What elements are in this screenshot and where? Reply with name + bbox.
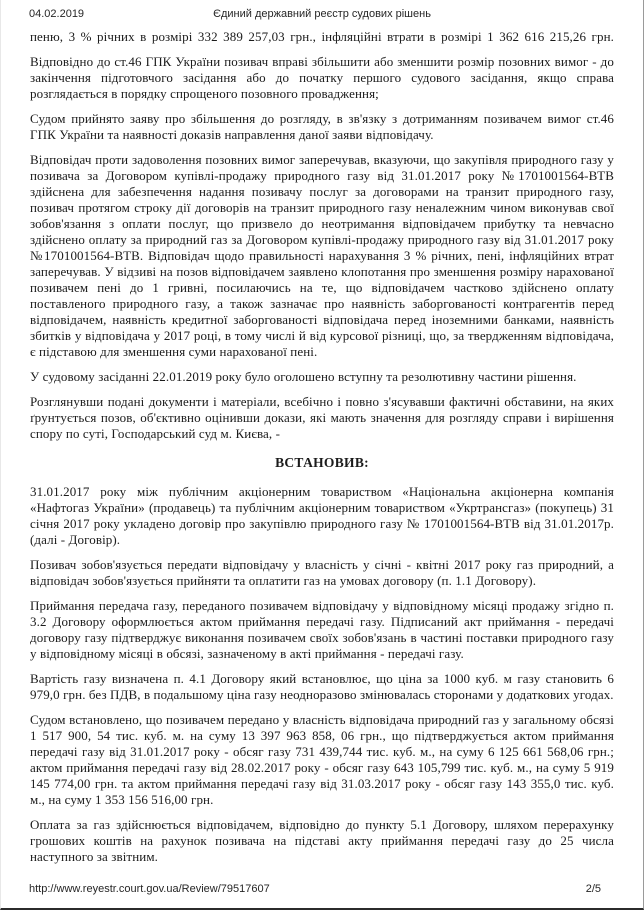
paragraph: Позивач зобов'язується передати відповідачу у власність у січні - квітні 2017 року газ природний, а відповідач зобов'язується прийняти та оплатити газ на умовах договору (п. 1.1 Договору). xyxy=(30,557,614,588)
paragraph: У судовому засіданні 22.01.2019 року було оголошено вступну та резолютивну частини рішення. xyxy=(30,369,577,384)
verdict-heading: ВСТАНОВИВ: xyxy=(275,455,369,470)
paragraph: пеню, 3 % річних в розмірі 332 389 257,03 грн., інфляційні втрати в розмірі 1 362 616 215,26 грн. xyxy=(30,29,614,44)
page-indicator: 2/5 xyxy=(585,883,601,895)
document-body xyxy=(30,29,614,874)
print-date: 04.02.2019 xyxy=(29,8,85,20)
print-footer xyxy=(29,883,615,897)
paragraph: Судом встановлено, що позивачем передано у власність відповідача природний газ у загальному обсязі 1 517 900, 54 тис. куб. м. на суму 13 397 963 858, 06 грн., що підтверджується актом приймання передачі газу від 31.01.2017 року - обсяг газу 731 439,744 тис. куб. м., на суму 6 125 661 568,06 грн.; актом приймання передачі газу від 28.02.2017 року - обсяг газу 643 105,799 тис. куб. м., на суму 5 919 145 774,00 грн. та актом приймання передачі газу від 31.03.2017 року - обсяг газу 143 355,0 тис. куб. м., на суму 1 353 156 516,00 грн. xyxy=(30,712,614,807)
paragraph: 31.01.2017 року між публічним акціонерним товариством «Національна акціонерна компанія «Нафтогаз України» (продавець) та публічним акціонерним товариством «Укртрансгаз» (покупець) 31 січня 2017 року укладено договір про закупівлю природного газу № 1701001564-ВТВ від 31.01.2017р. (далі - Договір). xyxy=(30,484,614,547)
paragraph: Оплата за газ здійснюється відповідачем, відповідно до пункту 5.1 Договору, шляхом перерахунку грошових коштів на рахунок позивача на підставі акту приймання передачі газу до 25 числа наступного за звітним. xyxy=(30,817,614,864)
paragraph: Відповідач проти задоволення позовних вимог заперечував, вказуючи, що закупівля природного газу у позивача за Договором купівлі-продажу природного газу від 31.01.2017 року №1701001564-ВТВ здійснена для забезпечення надання позивачу послуг за договорами на транзит природного газу, позивач протягом строку дії договорів на транзит природного газу неналежним чином виконував свої зобов'язання з оплати послуг, що призвело до неотримання відповідачем прибутку та невчасно здійснено оплату за природний газ за Договором купівлі-продажу природного газу від 31.01.2017 року №1701001564-ВТВ. Відповідач щодо правильності нарахування 3 % річних, пені, інфляційних втрат заперечував. У відзиві на позов відповідачем заявлено клопотання про зменшення розміру нарахованої позивачем пені до 1 гривні, посилаючись на те, що відповідачем частково здійснено оплату поставленого природного газу, а також зазначає про наявність заборгованості контрагентів перед відповідачем, наявність кредитної заборгованості відповідача перед іноземними банками, наявність збитків у відповідача у 2017 році, в тому числі й від курсової різниці, що, за твердженням відповідача, є підставою для зменшення суми нарахованої пені. xyxy=(30,152,614,359)
paragraph: Відповідно до ст.46 ГПК України позивач вправі збільшити або зменшити розмір позовних вимог - до закінчення підготовчого засідання або до початку першого судового засідання, якщо справа розглядається в порядку спрощеного позовного провадження; xyxy=(30,54,614,101)
paragraph: Приймання передача газу, переданого позивачем відповідачу у відповідному місяці продажу згідно п. 3.2 Договору оформлюється актом приймання передачі газу. Підписаний акт приймання - передачі договору газу підтверджує виконання позивачем своїх зобов'язань в частині поставки природного газу у відповідному місяці в обсязі, зазначеному в акті приймання - передачі газу. xyxy=(30,598,614,661)
registry-title: Єдиний державний реєстр судових рішень xyxy=(213,8,431,20)
source-url: http://www.reyestr.court.gov.ua/Review/79517607 xyxy=(29,883,270,895)
print-header xyxy=(29,8,615,23)
paragraph: Розглянувши подані документи і матеріали, всебічно і повно з'ясувавши фактичні обставини, на яких ґрунтується позов, об'єктивно оцінивши докази, які мають значення для розгляду справи і вирішення спору по суті, Господарський суд м. Києва, - xyxy=(30,394,614,441)
paragraph: Вартість газу визначена п. 4.1 Договору який встановлює, що ціна за 1000 куб. м газу становить 6 979,0 грн. без ПДВ, в подальшому ціна газу неодноразово змінювалась сторонами у додаткових угодах. xyxy=(30,671,614,702)
paragraph: Судом прийнято заяву про збільшення до розгляду, в зв'язку з дотриманням позивачем вимог ст.46 ГПК України та наявності доказів направлення даної заяви відповідачу. xyxy=(30,111,614,142)
